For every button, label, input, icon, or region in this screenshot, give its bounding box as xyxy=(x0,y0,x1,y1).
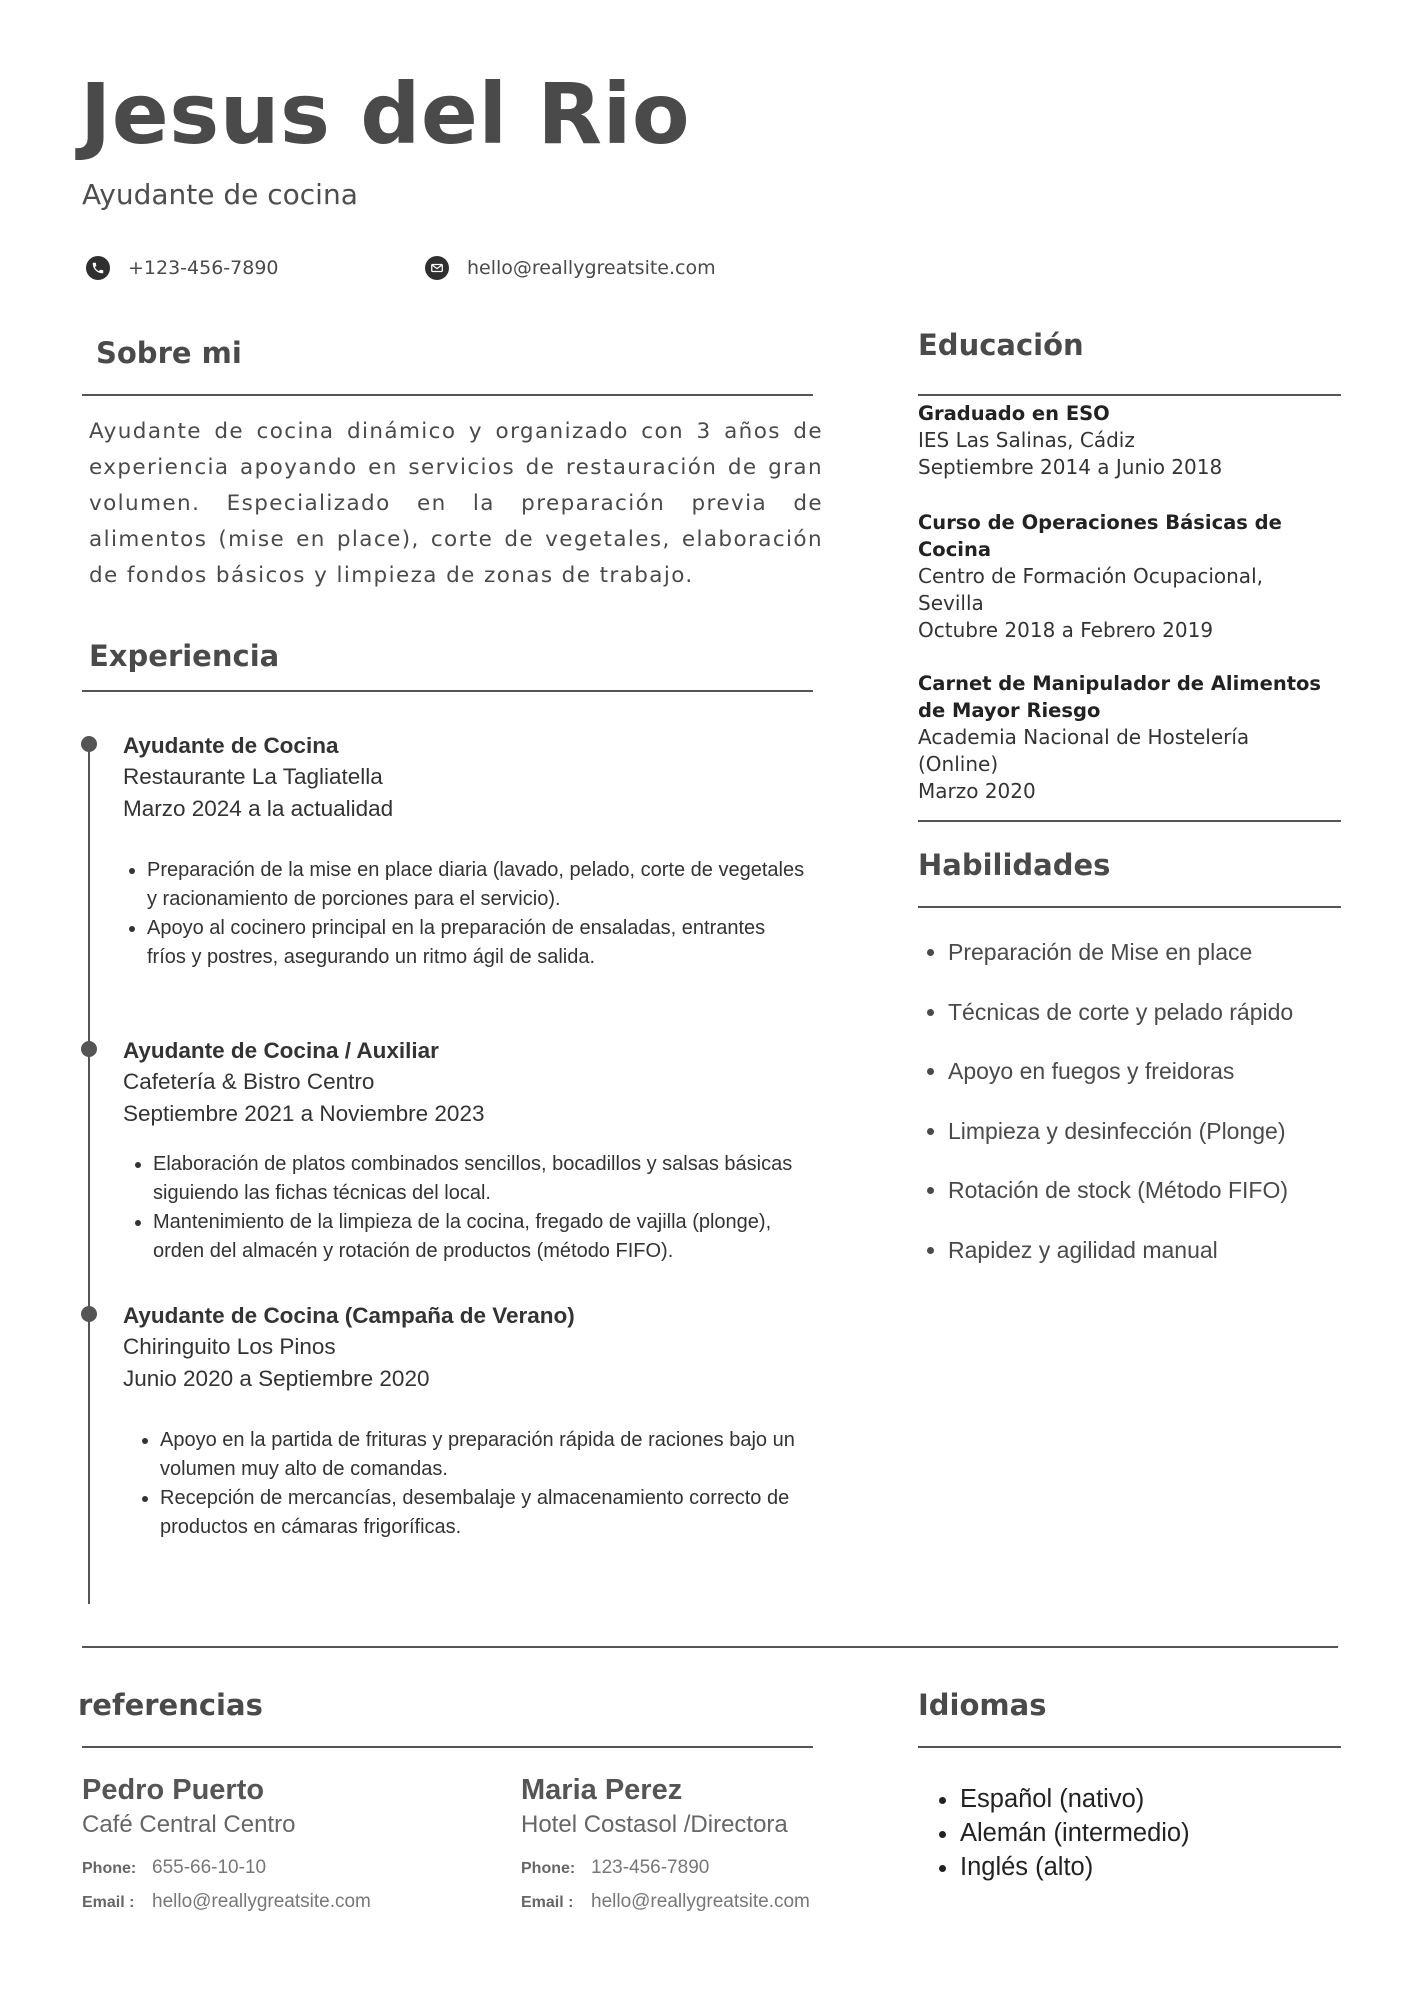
about-text: Ayudante de cocina dinámico y organizado con 3 años de experiencia apoyando en servicios de restauración de gran volumen. Especializado en la preparación previa de alimentos (mise en place), corte de vegetales, elaboración de fondos básicos y limpieza de zonas de trabajo. xyxy=(89,419,823,588)
timeline-dot xyxy=(81,1041,97,1057)
skill-item: • Preparación de Mise en place xyxy=(948,937,1358,997)
phone-label: Phone: xyxy=(82,1860,137,1877)
education-item-line: Academia Nacional de Hostelería (Online) xyxy=(918,725,1250,776)
education-item-title: Carnet de Manipulador de Alimentos de Mayor Riesgo xyxy=(918,672,1322,722)
job-bullet: • Elaboración de platos combinados sencillos, bocadillos y salsas básicas siguiendo las fichas técnicas del local. xyxy=(153,1150,823,1208)
job-bullets xyxy=(136,1426,830,1542)
job-entry xyxy=(123,733,393,825)
skills-list xyxy=(918,937,1358,1294)
reference-phone: 655-66-10-10 xyxy=(152,1857,267,1878)
email-label: Email : xyxy=(521,1894,574,1911)
reference-email: hello@reallygreatsite.com xyxy=(152,1891,371,1912)
about-divider xyxy=(82,394,813,396)
education-item xyxy=(918,400,1328,481)
education-title: Educación xyxy=(918,328,1084,362)
education-bottom-divider xyxy=(918,820,1341,822)
job-bullet: • Preparación de la mise en place diaria (lavado, pelado, corte de vegetales y racionamiento de porciones para el servicio). xyxy=(147,856,807,914)
job-bullet: • Apoyo en la partida de frituras y preparación rápida de raciones bajo un volumen muy alto de comandas. xyxy=(160,1426,830,1484)
experience-divider xyxy=(82,690,813,692)
skill-item: • Rapidez y agilidad manual xyxy=(948,1235,1358,1295)
skill-item: • Rotación de stock (Método FIFO) xyxy=(948,1175,1358,1235)
email-label: Email : xyxy=(82,1894,135,1911)
languages-divider xyxy=(918,1746,1341,1748)
job-title: Ayudante de Cocina / Auxiliar xyxy=(123,1038,439,1063)
education-item-title: Curso de Operaciones Básicas de Cocina xyxy=(918,511,1282,561)
reference-org: Hotel Costasol /Directora xyxy=(521,1811,788,1838)
section-divider xyxy=(82,1646,1338,1648)
job-company: Restaurante La Tagliatella xyxy=(123,764,383,789)
reference-email: hello@reallygreatsite.com xyxy=(591,1891,810,1912)
job-dates: Septiembre 2021 a Noviembre 2023 xyxy=(123,1101,485,1126)
references-title: referencias xyxy=(78,1688,263,1722)
job-dates: Junio 2020 a Septiembre 2020 xyxy=(123,1366,430,1391)
reference-phone-row xyxy=(82,1857,371,1879)
references-divider xyxy=(82,1746,813,1748)
contact-phone xyxy=(86,256,279,280)
job-entry xyxy=(123,1303,575,1395)
job-bullet: • Apoyo al cocinero principal en la preparación de ensaladas, entrantes fríos y postres, asegurando un ritmo ágil de salida. xyxy=(147,914,807,972)
phone-icon xyxy=(86,256,110,280)
reference-name: Maria Perez xyxy=(521,1774,683,1806)
languages-list xyxy=(918,1782,1370,1884)
reference-email-row xyxy=(521,1891,810,1913)
education-item-line: IES Las Salinas, Cádiz xyxy=(918,428,1135,452)
education-item xyxy=(918,509,1328,644)
job-role: Ayudante de cocina xyxy=(82,178,358,211)
experience-title: Experiencia xyxy=(89,639,280,673)
about-title: Sobre mi xyxy=(96,336,242,370)
skill-item: • Técnicas de corte y pelado rápido xyxy=(948,997,1358,1057)
reference-email-row xyxy=(82,1891,371,1913)
skills-divider xyxy=(918,906,1341,908)
education-item-line: Septiembre 2014 a Junio 2018 xyxy=(918,455,1223,479)
education-item-line: Marzo 2020 xyxy=(918,779,1036,803)
education-item xyxy=(918,670,1328,805)
reference-org: Café Central Centro xyxy=(82,1811,296,1838)
job-bullet: • Mantenimiento de la limpieza de la cocina, fregado de vajilla (plonge), orden del almacén y rotación de productos (método FIFO). xyxy=(153,1208,823,1266)
phone-text: +123-456-7890 xyxy=(128,257,279,279)
reference-name: Pedro Puerto xyxy=(82,1774,265,1806)
job-bullet: • Recepción de mercancías, desembalaje y almacenamiento correcto de productos en cámaras frigoríficas. xyxy=(160,1484,830,1542)
language-item: • Inglés (alto) xyxy=(960,1850,1370,1884)
phone-label: Phone: xyxy=(521,1860,576,1877)
languages-title: Idiomas xyxy=(918,1688,1047,1722)
skill-item: • Apoyo en fuegos y freidoras xyxy=(948,1056,1358,1116)
job-bullets xyxy=(123,856,807,972)
reference-card xyxy=(521,1774,810,1913)
resume-name: Jesus del Rio xyxy=(80,65,691,163)
job-bullets xyxy=(129,1150,823,1266)
reference-card xyxy=(82,1774,371,1913)
language-item: • Español (nativo) xyxy=(960,1782,1370,1816)
job-entry xyxy=(123,1038,484,1130)
timeline-dot xyxy=(81,1306,97,1322)
job-dates: Marzo 2024 a la actualidad xyxy=(123,796,394,821)
language-item: • Alemán (intermedio) xyxy=(960,1816,1370,1850)
job-company: Cafetería & Bistro Centro xyxy=(123,1069,375,1094)
timeline-dot xyxy=(81,736,97,752)
education-divider xyxy=(918,394,1341,396)
reference-phone: 123-456-7890 xyxy=(591,1857,710,1878)
timeline-line xyxy=(88,744,90,1604)
email-text: hello@reallygreatsite.com xyxy=(467,257,716,279)
skill-item: • Limpieza y desinfección (Plonge) xyxy=(948,1116,1358,1176)
job-title: Ayudante de Cocina (Campaña de Verano) xyxy=(123,1303,575,1328)
reference-phone-row xyxy=(521,1857,810,1879)
job-title: Ayudante de Cocina xyxy=(123,733,339,758)
education-item-line: Centro de Formación Ocupacional, Sevilla xyxy=(918,564,1263,615)
mail-icon xyxy=(425,256,449,280)
education-item-title: Graduado en ESO xyxy=(918,402,1110,425)
job-company: Chiringuito Los Pinos xyxy=(123,1334,336,1359)
education-item-line: Octubre 2018 a Febrero 2019 xyxy=(918,618,1214,642)
skills-title: Habilidades xyxy=(918,848,1111,882)
contact-email xyxy=(425,256,716,280)
